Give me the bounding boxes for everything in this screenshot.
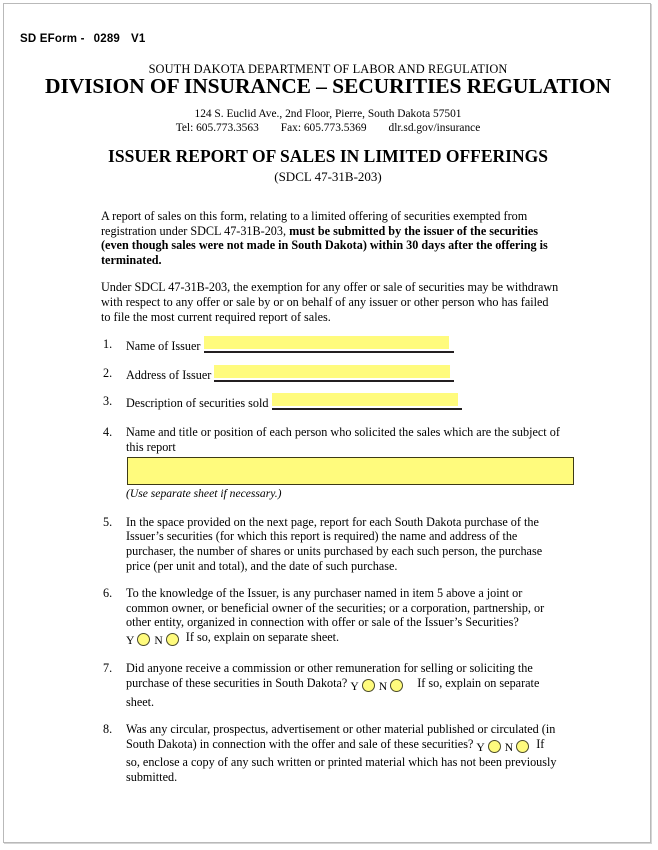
name-of-issuer-field[interactable] — [204, 337, 454, 353]
form-item-5 — [101, 515, 561, 573]
item-question: Did anyone receive a commission or other remuneration for selling or soliciting the purchase of these securities in South Dakota? — [126, 661, 533, 691]
item-followup: If so, enclose a copy of any such written or printed material which has not been previously submitted. — [126, 736, 557, 785]
form-item-2 — [101, 366, 561, 383]
form-body — [101, 209, 561, 796]
item-label: Address of Issuer — [126, 367, 212, 382]
address-of-issuer-field[interactable] — [214, 366, 454, 382]
form-item-6 — [101, 586, 561, 648]
item-label: In the space provided on the next page, report for each South Dakota purchase of the Issuer’s securities (for which this report is required) the name and address of the purchaser, the number of shares or units purchased by each such person, the purchase price (per unit and total), and the date of such purchase. — [126, 514, 543, 573]
intro-paragraph-2: Under SDCL 47-31B-203, the exemption for any offer or sale of securities may be withdrawn with respect to any offer or sale by or on behalf of any issuer or other person who has failed to file the most current required report of sales. — [101, 280, 559, 324]
item-label: Description of securities sold — [126, 396, 269, 411]
item-marker: 5. — [103, 514, 113, 529]
fax: Fax: 605.773.5369 — [280, 121, 367, 134]
item-6-radio-group — [126, 633, 183, 649]
contact-block — [4, 108, 651, 135]
item-7-radio-group — [350, 679, 407, 695]
page-title: ISSUER REPORT OF SALES IN LIMITED OFFERINGS — [108, 146, 548, 166]
item-marker: 1. — [103, 337, 113, 352]
intro-plain-text: A report of sales on this form, relating to a limited offering of securities exempted from registration under SDCL 47-31B-203, — [101, 209, 528, 238]
separate-sheet-note: (Use separate sheet if necessary.) — [126, 487, 282, 501]
division-name: DIVISION OF INSURANCE – SECURITIES REGULATION — [45, 74, 611, 98]
item-trailing-text: If so, explain on separate sheet. — [126, 676, 540, 709]
form-item-4 — [101, 425, 561, 502]
yes-label: Y — [476, 740, 485, 754]
statute-citation: (SDCL 47-31B-203) — [274, 169, 382, 184]
street-address: 124 S. Euclid Ave., 2nd Floor, Pierre, South Dakota 57501 — [194, 108, 462, 120]
item-marker: 6. — [103, 586, 113, 601]
item-question: Was any circular, prospectus, advertisement or other material published or circulated (in South Dakota) in connection with the offer and sale of these securities? — [126, 722, 556, 751]
intro-bold-text: must be submitted by the issuer of the securities (even though sales were not made in South Dakota) within 30 days after the offering is terminated. — [101, 223, 548, 267]
item-marker: 7. — [103, 661, 113, 676]
item-marker: 3. — [103, 394, 113, 409]
form-item-7 — [101, 661, 561, 709]
yes-label: Y — [350, 680, 359, 694]
item-8-no-radio[interactable] — [516, 740, 529, 753]
eform-version: V1 — [131, 33, 146, 45]
item-marker: 8. — [103, 722, 113, 737]
telephone: Tel: 605.773.3563 — [175, 121, 259, 134]
item-label: Name of Issuer — [126, 339, 201, 354]
item-marker: 4. — [103, 424, 113, 439]
item-7-no-radio[interactable] — [390, 679, 403, 692]
yes-label: Y — [126, 633, 135, 647]
item-marker: 2. — [103, 365, 113, 380]
form-item-8 — [101, 722, 561, 784]
form-item-1 — [101, 337, 561, 354]
item-label: Name and title or position of each person who solicited the sales which are the subject of this report — [126, 424, 560, 454]
intro-paragraph-1 — [101, 209, 561, 267]
item-question: To the knowledge of the Issuer, is any purchaser named in item 5 above a joint or common owner, or beneficial owner of the securities; or a corporation, partnership, or other entity, organized in connection with offer or sale of the Issuer’s Securities? — [126, 586, 545, 630]
field-highlight — [214, 365, 450, 378]
description-of-securities-field[interactable] — [272, 394, 462, 410]
agency-name: SOUTH DAKOTA DEPARTMENT OF LABOR AND REGULATION — [148, 62, 508, 76]
item-followup: If so, explain on separate sheet. — [185, 629, 340, 644]
field-highlight — [272, 393, 458, 406]
eform-prefix: SD EForm - — [20, 33, 85, 45]
field-highlight — [204, 336, 449, 349]
no-label: N — [154, 633, 163, 647]
item-8-yes-radio[interactable] — [488, 740, 501, 753]
no-label: N — [504, 740, 514, 754]
item-8-radio-group — [476, 740, 533, 756]
eform-number: 0289 — [93, 33, 121, 45]
solicitor-names-textarea[interactable] — [127, 457, 574, 485]
form-item-3 — [101, 394, 561, 411]
website: dlr.sd.gov/insurance — [388, 121, 481, 134]
document-page — [3, 3, 651, 843]
contact-row — [4, 122, 651, 136]
eform-identifier — [20, 33, 145, 45]
no-label: N — [378, 680, 388, 694]
item-6-yes-radio[interactable] — [137, 633, 150, 646]
item-7-yes-radio[interactable] — [362, 679, 375, 692]
item-6-no-radio[interactable] — [166, 633, 179, 646]
